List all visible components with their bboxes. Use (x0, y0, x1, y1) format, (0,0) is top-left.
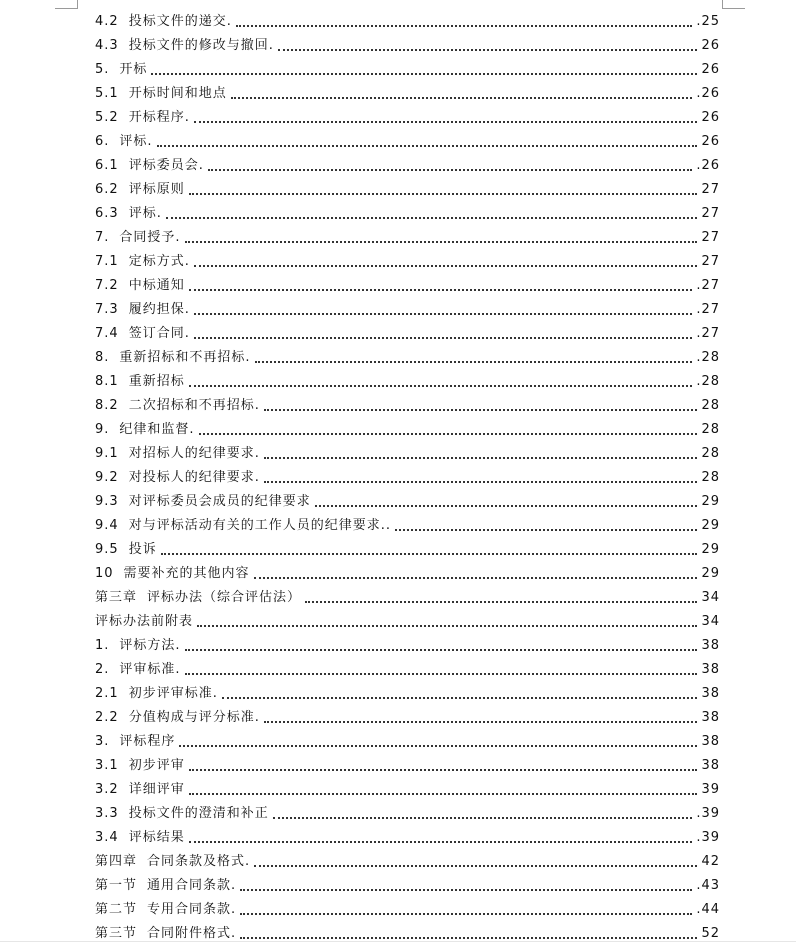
toc-entry-page-number: .39 (696, 830, 720, 845)
toc-entry-page-number: .27 (696, 302, 720, 317)
toc-entry[interactable] (95, 706, 720, 730)
toc-entry-page-number: .39 (696, 806, 720, 821)
toc-entry[interactable] (95, 826, 720, 850)
toc-leader-dots (197, 624, 697, 627)
toc-leader-dots (254, 864, 697, 867)
toc-entry-title: 重新招标 (128, 374, 185, 389)
toc-entry-page-number: .26 (696, 86, 720, 101)
toc-entry[interactable] (95, 850, 720, 874)
toc-entry-number: 6.3 (95, 206, 119, 221)
toc-entry-page-number: .28 (696, 374, 720, 389)
toc-entry-number: 9.1 (95, 446, 119, 461)
toc-entry-page-number: 26 (701, 62, 720, 77)
toc-entry-title: 开标时间和地点 (128, 86, 227, 101)
toc-entry-number: 6. (95, 134, 110, 149)
toc-entry-number: 9.2 (95, 470, 119, 485)
toc-entry[interactable] (95, 34, 720, 58)
toc-entry-title: 投标文件的澄清和补正 (128, 806, 269, 821)
toc-entry[interactable] (95, 226, 720, 250)
toc-entry-title: 合同授予. (119, 230, 181, 245)
toc-leader-dots (166, 216, 698, 219)
page-corner-mark-right (722, 0, 745, 9)
toc-entry-page-number: 38 (701, 758, 720, 773)
toc-entry-page-number: 26 (701, 110, 720, 125)
toc-entry-number: 8.2 (95, 398, 119, 413)
toc-entry-page-number: 38 (701, 710, 720, 725)
toc-leader-dots (185, 672, 698, 675)
toc-entry-page-number: .27 (696, 278, 720, 293)
toc-entry-page-number: 29 (701, 566, 720, 581)
toc-entry-page-number: .44 (696, 902, 720, 917)
toc-entry-number: 9.4 (95, 518, 119, 533)
toc-entry-number: 2.1 (95, 686, 119, 701)
toc-entry-title: 评标原则 (128, 182, 185, 197)
toc-entry-page-number: 29 (701, 518, 720, 533)
toc-entry-page-number: 39 (701, 782, 720, 797)
toc-entry[interactable] (95, 370, 720, 394)
toc-entry-number: 5.2 (95, 110, 119, 125)
toc-entry-title: 评标办法前附表 (95, 614, 194, 629)
toc-entry-title: 投诉 (128, 542, 157, 557)
toc-entry-page-number: 27 (701, 230, 720, 245)
toc-entry[interactable] (95, 682, 720, 706)
toc-entry[interactable] (95, 130, 720, 154)
toc-entry-title: 纪律和监督. (119, 422, 195, 437)
toc-entry-title: 履约担保. (128, 302, 190, 317)
toc-entry-number: 3. (95, 734, 110, 749)
toc-entry-page-number: 26 (701, 134, 720, 149)
toc-entry-title: 开标 (119, 62, 148, 77)
toc-entry-title: 合同附件格式. (147, 926, 237, 941)
toc-entry[interactable] (95, 82, 720, 106)
toc-entry-number: 7.3 (95, 302, 119, 317)
toc-entry-page-number: 42 (701, 854, 720, 869)
toc-entry[interactable] (95, 778, 720, 802)
toc-leader-dots (189, 384, 693, 387)
toc-leader-dots (194, 120, 698, 123)
toc-entry-number: 第一节 (95, 878, 138, 893)
toc-leader-dots (157, 144, 698, 147)
toc-leader-dots (208, 168, 692, 171)
toc-leader-dots (240, 888, 692, 891)
toc-entry[interactable] (95, 802, 720, 826)
toc-entry-number: 2. (95, 662, 110, 677)
toc-entry[interactable] (95, 202, 720, 226)
toc-entry-page-number: 28 (701, 422, 720, 437)
toc-entry-title: 通用合同条款. (147, 878, 237, 893)
toc-entry-title: 评标办法（综合评估法） (147, 590, 302, 605)
toc-entry[interactable] (95, 490, 720, 514)
toc-leader-dots (189, 840, 693, 843)
toc-entry-title: 开标程序. (128, 110, 190, 125)
toc-entry-page-number: .28 (696, 350, 720, 365)
toc-leader-dots (179, 744, 697, 747)
toc-entry[interactable] (95, 346, 720, 370)
toc-entry-title: 分值构成与评分标准. (128, 710, 260, 725)
toc-entry-number: 1. (95, 638, 110, 653)
toc-entry-title: 对投标人的纪律要求. (128, 470, 260, 485)
toc-entry-page-number: 34 (701, 614, 720, 629)
toc-leader-dots (264, 720, 698, 723)
toc-entry-number: 第二节 (95, 902, 138, 917)
toc-entry[interactable] (95, 874, 720, 898)
toc-entry-number: 9.3 (95, 494, 119, 509)
toc-entry-number: 4.3 (95, 38, 119, 53)
toc-entry-number: 9. (95, 422, 110, 437)
toc-entry-page-number: 27 (701, 206, 720, 221)
toc-entry[interactable] (95, 442, 720, 466)
toc-entry-title: 详细评审 (128, 782, 185, 797)
toc-entry-page-number: 27 (701, 254, 720, 269)
toc-entry-title: 评标结果 (128, 830, 185, 845)
toc-entry-number: 7.1 (95, 254, 119, 269)
toc-leader-dots (189, 288, 693, 291)
toc-entry-number: 5.1 (95, 86, 119, 101)
toc-entry-number: 2.2 (95, 710, 119, 725)
toc-entry-title: 对评标委员会成员的纪律要求 (128, 494, 311, 509)
toc-entry-page-number: 29 (701, 494, 720, 509)
toc-leader-dots (194, 264, 698, 267)
toc-leader-dots (240, 936, 697, 939)
toc-leader-dots (189, 768, 698, 771)
toc-entry-title: 评标. (128, 206, 162, 221)
toc-entry-page-number: 38 (701, 734, 720, 749)
toc-entry-page-number: 38 (701, 686, 720, 701)
page-corner-mark-left (55, 0, 78, 9)
toc-entry-page-number: .25 (696, 14, 720, 29)
toc-entry-page-number: 26 (701, 38, 720, 53)
toc-leader-dots (240, 912, 692, 915)
toc-entry-title: 合同条款及格式. (147, 854, 251, 869)
toc-leader-dots (161, 552, 698, 555)
toc-entry-page-number: .27 (696, 326, 720, 341)
toc-entry[interactable] (95, 418, 720, 442)
toc-entry-page-number: 29 (701, 542, 720, 557)
toc-leader-dots (254, 576, 698, 579)
toc-leader-dots (315, 504, 698, 507)
toc-entry-title: 评标委员会. (128, 158, 204, 173)
toc-entry-number: 7.2 (95, 278, 119, 293)
toc-entry[interactable] (95, 898, 720, 922)
toc-entry-number: 3.3 (95, 806, 119, 821)
toc-entry-title: 评标程序 (119, 734, 176, 749)
toc-entry-title: 评标方法. (119, 638, 181, 653)
toc-entry-number: 8.1 (95, 374, 119, 389)
toc-entry-page-number: 28 (701, 470, 720, 485)
toc-entry-number: 10 (95, 566, 114, 581)
toc-entry-number: 第三节 (95, 926, 138, 941)
toc-leader-dots (264, 408, 698, 411)
toc-entry-number: 7.4 (95, 326, 119, 341)
toc-entry-page-number: 27 (701, 182, 720, 197)
toc-entry-number: 6.2 (95, 182, 119, 197)
toc-leader-dots (264, 456, 698, 459)
toc-entry-title: 重新招标和不再招标. (119, 350, 251, 365)
toc-entry[interactable] (95, 730, 720, 754)
toc-leader-dots (395, 528, 698, 531)
toc-leader-dots (151, 72, 697, 75)
toc-entry[interactable] (95, 922, 720, 946)
toc-entry-page-number: 38 (701, 638, 720, 653)
toc-leader-dots (222, 696, 698, 699)
toc-entry-title: 中标通知 (128, 278, 185, 293)
toc-entry-title: 需要补充的其他内容 (123, 566, 250, 581)
toc-leader-dots (185, 240, 698, 243)
toc-entry-number: 第三章 (95, 590, 138, 605)
toc-entry-title: 专用合同条款. (147, 902, 237, 917)
toc-entry-title: 对招标人的纪律要求. (128, 446, 260, 461)
toc-entry-number: 第四章 (95, 854, 138, 869)
toc-entry-title: 签订合同. (128, 326, 190, 341)
toc-entry[interactable] (95, 58, 720, 82)
toc-entry-number: 4.2 (95, 14, 119, 29)
toc-entry[interactable] (95, 274, 720, 298)
toc-leader-dots (278, 48, 698, 51)
toc-leader-dots (194, 336, 692, 339)
toc-entry-title: 评标. (119, 134, 153, 149)
toc-entry[interactable] (95, 10, 720, 34)
toc-entry-number: 3.4 (95, 830, 119, 845)
toc-entry-number: 3.2 (95, 782, 119, 797)
toc-entry[interactable] (95, 586, 720, 610)
toc-leader-dots (185, 648, 698, 651)
toc-entry[interactable] (95, 322, 720, 346)
toc-leader-dots (273, 816, 693, 819)
toc-entry-number: 8. (95, 350, 110, 365)
toc-entry-title: 投标文件的修改与撤回. (128, 38, 274, 53)
toc-entry-page-number: 28 (701, 398, 720, 413)
toc-entry-title: 二次招标和不再招标. (128, 398, 260, 413)
toc-entry-page-number: 28 (701, 446, 720, 461)
toc-leader-dots (236, 24, 692, 27)
toc-leader-dots (231, 96, 693, 99)
toc-leader-dots (255, 360, 693, 363)
toc-entry-title: 初步评审标准. (128, 686, 218, 701)
toc-entry-page-number: 34 (701, 590, 720, 605)
toc-entry[interactable] (95, 250, 720, 274)
toc-leader-dots (194, 312, 692, 315)
toc-entry[interactable] (95, 178, 720, 202)
toc-entry-title: 投标文件的递交. (128, 14, 232, 29)
toc-entry-number: 3.1 (95, 758, 119, 773)
toc-entry-number: 6.1 (95, 158, 119, 173)
table-of-contents (95, 10, 720, 946)
toc-entry[interactable] (95, 154, 720, 178)
toc-entry-title: 初步评审 (128, 758, 185, 773)
toc-entry[interactable] (95, 634, 720, 658)
toc-leader-dots (199, 432, 698, 435)
toc-leader-dots (189, 792, 698, 795)
toc-entry-number: 5. (95, 62, 110, 77)
toc-leader-dots (189, 192, 698, 195)
toc-entry-page-number: 38 (701, 662, 720, 677)
toc-entry[interactable] (95, 538, 720, 562)
toc-entry-number: 9.5 (95, 542, 119, 557)
toc-entry-number: 7. (95, 230, 110, 245)
toc-entry[interactable] (95, 610, 720, 634)
toc-entry-page-number: .43 (696, 878, 720, 893)
toc-entry[interactable] (95, 562, 720, 586)
toc-entry[interactable] (95, 466, 720, 490)
toc-entry-title: 定标方式. (128, 254, 190, 269)
toc-entry[interactable] (95, 658, 720, 682)
toc-leader-dots (305, 600, 697, 603)
toc-entry[interactable] (95, 754, 720, 778)
toc-entry[interactable] (95, 298, 720, 322)
toc-leader-dots (264, 480, 698, 483)
toc-entry-page-number: .26 (696, 158, 720, 173)
toc-entry[interactable] (95, 394, 720, 418)
toc-entry[interactable] (95, 514, 720, 538)
toc-entry-page-number: 52 (701, 926, 720, 941)
toc-entry-title: 评审标准. (119, 662, 181, 677)
toc-entry-title: 对与评标活动有关的工作人员的纪律要求.. (128, 518, 391, 533)
toc-entry[interactable] (95, 106, 720, 130)
